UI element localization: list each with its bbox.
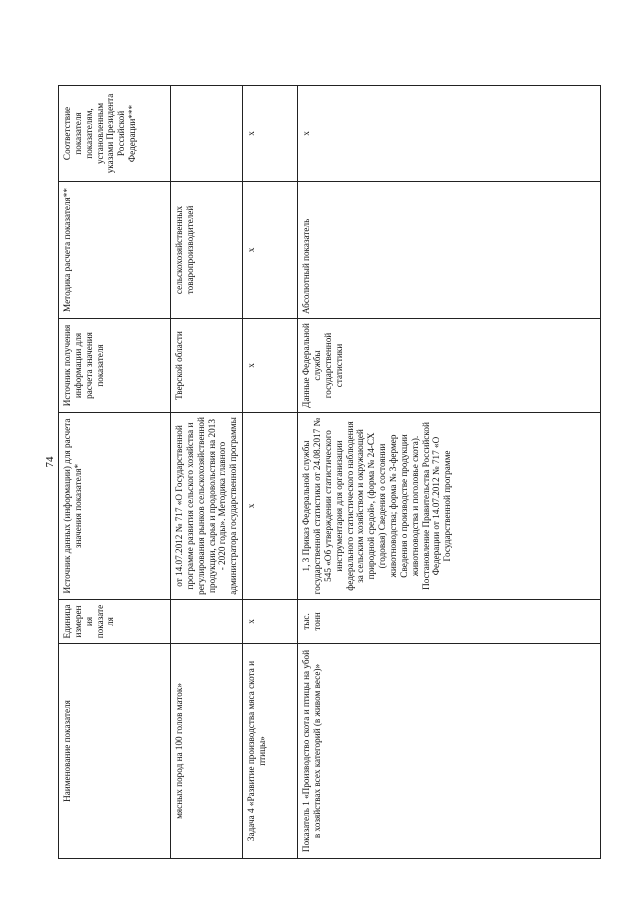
cell-match: х xyxy=(298,86,601,182)
cell-data-source: от 14.07.2012 № 717 «О Государственной программе развития сельского хозяйства и регулирования рынков сельскохозяйственной продукции, сырья и продовольствия на 2013 - 2020 годы». Методика главного администратора государственной программы xyxy=(171,413,243,600)
cell-info-source: Тверской области xyxy=(171,319,243,413)
header-cell: Методика расчета показателя** xyxy=(59,182,171,319)
cell-info-source: х xyxy=(243,319,298,413)
cell-data-source: х xyxy=(243,413,298,600)
cell-match: х xyxy=(243,86,298,182)
header-cell: Источник данных (информации) для расчета значения показателя* xyxy=(59,413,171,600)
header-cell: Источник получения информации для расчета значения показателя xyxy=(59,319,171,413)
rotated-table-container xyxy=(58,86,581,859)
cell-unit xyxy=(171,600,243,644)
page-number: 74 xyxy=(44,456,56,468)
indicator-table xyxy=(58,85,601,859)
cell-unit: тыс. тонн xyxy=(298,600,601,644)
cell-info-source: Данные Федеральной службы государственной статистики xyxy=(298,319,601,413)
table-row xyxy=(243,86,298,859)
table-row xyxy=(298,86,601,859)
cell-method: х xyxy=(243,182,298,319)
cell-name: Показатель 1 «Производство скота и птицы на убой в хозяйствах всех категорий (в живом весе)» xyxy=(298,644,601,859)
table-row xyxy=(171,86,243,859)
table-header-row xyxy=(59,86,171,859)
header-cell: Наименование показателя xyxy=(59,644,171,859)
cell-method: Абсолютный показатель xyxy=(298,182,601,319)
cell-name: мясных пород на 100 голов маток» xyxy=(171,644,243,859)
cell-data-source: 1, 3 Приказ Федеральной службы государственной статистики от 24.08.2017 № 545 «Об утверждении статистического инструментария для организации федерального статистического наблюдения за сельским хозяйством и окружающей природной средой», (форма № 24-СХ (годовая) Сведения о состоянии животноводства; форма № 3-фермер Сведения о производстве продукции животноводства и поголовье скота). Постановление Правительства Российской Федерации от 14.07.2012 № 717 «О Государственной программе xyxy=(298,413,601,600)
cell-name: Задача 4 «Развитие производства мяса скота и птицы» xyxy=(243,644,298,859)
cell-match xyxy=(171,86,243,182)
cell-method: сельскохозяйственных товаропроизводителей xyxy=(171,182,243,319)
header-cell: Единица измерения показателя xyxy=(59,600,171,644)
cell-unit: х xyxy=(243,600,298,644)
header-cell: Соответствие показателя показателям, установленным указами Президента Российской Федерации*** xyxy=(59,86,171,182)
